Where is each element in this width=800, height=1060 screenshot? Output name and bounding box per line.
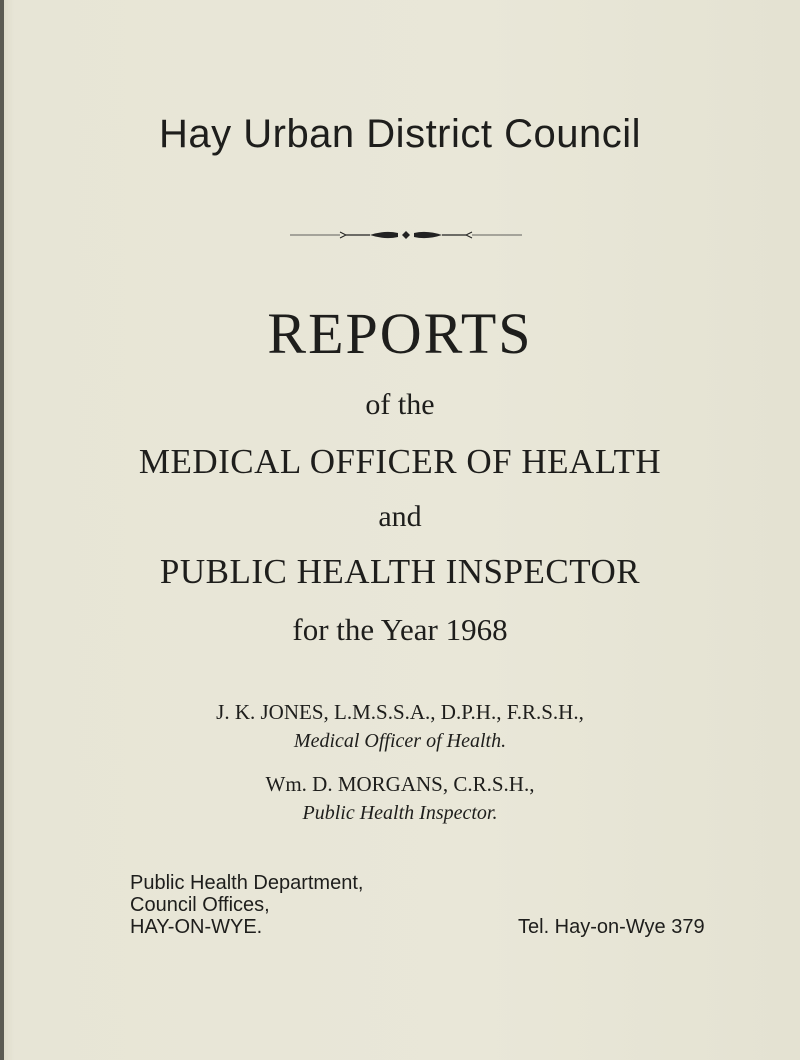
address-block [130,872,363,938]
decorative-rule-icon [290,228,522,242]
officer-role: Public Health Inspector. [302,802,498,824]
telephone-number: Tel. Hay-on-Wye 379 [518,916,705,938]
medical-officer-heading: MEDICAL OFFICER OF HEALTH [138,442,662,481]
address-line: Public Health Department, [130,872,364,894]
officer-role: Medical Officer of Health. [293,730,507,752]
officer-name: Wm. D. MORGANS, C.R.S.H., [265,772,535,796]
report-year: for the Year 1968 [292,612,508,647]
of-the-text: of the [365,388,435,421]
reports-heading: REPORTS [267,301,533,366]
officer-name: J. K. JONES, L.M.S.S.A., D.P.H., F.R.S.H., [216,700,584,724]
address-line: HAY-ON-WYE. [130,916,263,938]
and-text: and [378,500,422,533]
public-health-inspector-heading: PUBLIC HEALTH INSPECTOR [159,552,641,591]
council-title: Hay Urban District Council [158,112,642,156]
address-line: Council Offices, [130,894,270,916]
